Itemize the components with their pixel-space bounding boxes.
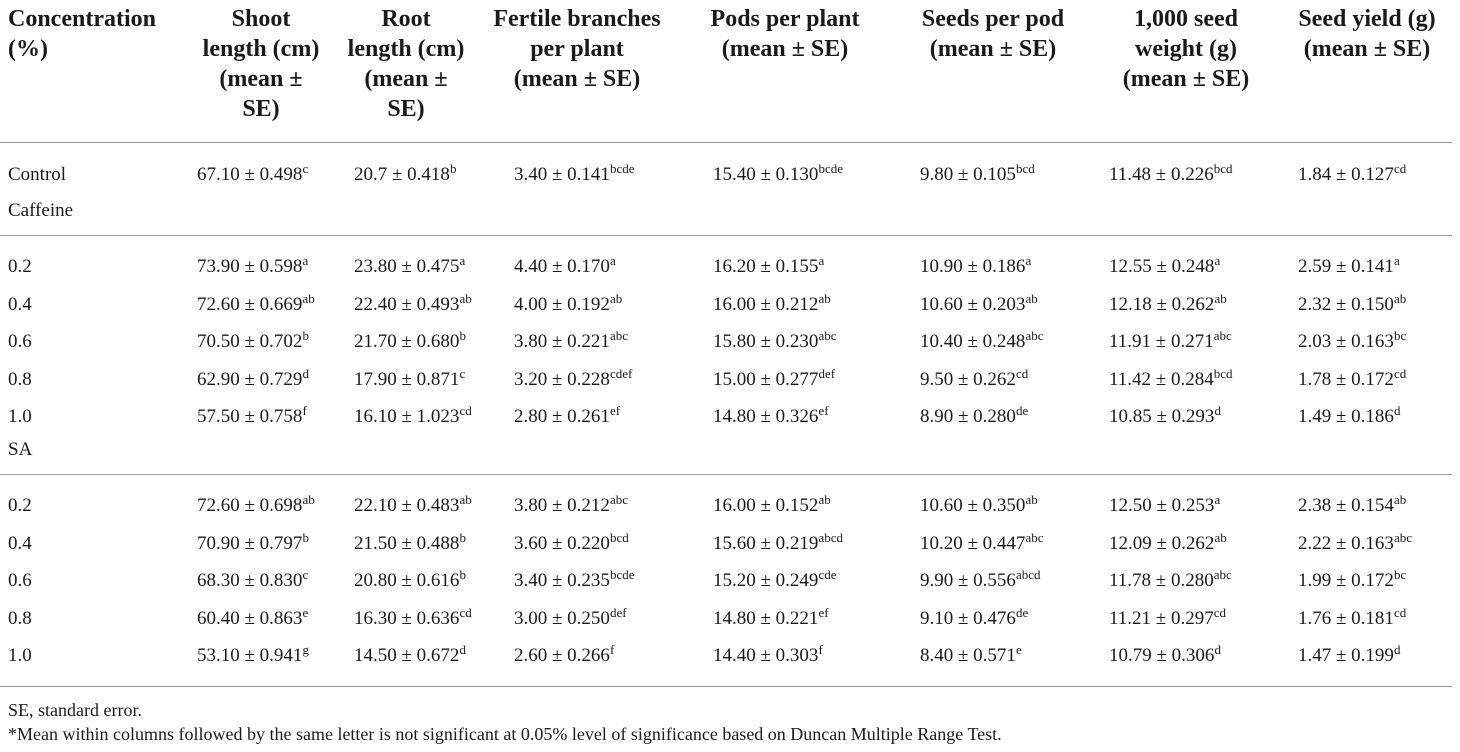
cell-value: 1.84 ± 0.127 bbox=[1298, 164, 1394, 185]
significance-letters: a bbox=[1214, 253, 1221, 268]
header-shoot-length bbox=[192, 4, 330, 124]
cell-value: 62.90 ± 0.729 bbox=[197, 369, 303, 390]
table-row bbox=[0, 527, 1460, 561]
header-line: Fertile branches bbox=[493, 6, 661, 32]
significance-letters: ab bbox=[818, 492, 831, 507]
table-header bbox=[0, 4, 1460, 142]
cell-root-length bbox=[354, 400, 472, 434]
significance-letters: ab bbox=[1214, 291, 1227, 306]
cell-fertile-branches bbox=[514, 527, 629, 561]
cell-seeds-per-pod bbox=[920, 602, 1028, 636]
significance-letters: bcd bbox=[1015, 161, 1035, 176]
cell-value: 16.10 ± 1.023 bbox=[354, 406, 460, 427]
significance-letters: d bbox=[1393, 403, 1401, 418]
cell-seed-weight bbox=[1109, 250, 1220, 284]
cell-value: 12.09 ± 0.262 bbox=[1109, 533, 1215, 554]
cell-value: 16.20 ± 0.155 bbox=[713, 256, 819, 277]
cell-value: 12.55 ± 0.248 bbox=[1109, 256, 1215, 277]
significance-letters: ab bbox=[1393, 492, 1407, 507]
cell-value: 23.80 ± 0.475 bbox=[354, 256, 460, 277]
significance-letters: cd bbox=[1393, 605, 1407, 620]
significance-letters: ef bbox=[818, 403, 829, 418]
cell-value: 3.40 ± 0.235 bbox=[514, 570, 610, 591]
header-line: length (cm) bbox=[202, 36, 320, 62]
cell-value: 20.80 ± 0.616 bbox=[354, 570, 460, 591]
cell-value: 11.78 ± 0.280 bbox=[1109, 570, 1214, 591]
significance-letters: f bbox=[818, 642, 823, 657]
significance-letters: cd bbox=[1393, 161, 1407, 176]
header-line: (mean ± SE) bbox=[929, 36, 1057, 62]
cell-shoot-length bbox=[197, 400, 307, 434]
cell-value: 4.00 ± 0.192 bbox=[514, 294, 610, 315]
significance-letters: abcd bbox=[818, 530, 843, 545]
cell-shoot-length bbox=[197, 527, 309, 561]
cell-value: 15.20 ± 0.249 bbox=[713, 570, 819, 591]
significance-letters: ab bbox=[302, 291, 315, 306]
cell-value: 9.10 ± 0.476 bbox=[920, 608, 1016, 629]
cell-shoot-length bbox=[197, 602, 308, 636]
cell-fertile-branches bbox=[514, 400, 620, 434]
cell-seed-weight bbox=[1109, 602, 1226, 636]
table-row bbox=[0, 250, 1460, 284]
cell-seed-yield bbox=[1298, 564, 1406, 598]
cell-value: 68.30 ± 0.830 bbox=[197, 570, 303, 591]
cell-value: 11.91 ± 0.271 bbox=[1109, 331, 1214, 352]
cell-value: 3.80 ± 0.221 bbox=[514, 331, 610, 352]
header-seed-weight bbox=[1096, 4, 1276, 94]
significance-letters: bcd bbox=[1213, 161, 1233, 176]
significance-letters: b bbox=[302, 530, 309, 545]
header-line: per plant bbox=[530, 36, 624, 62]
cell-value: 10.60 ± 0.350 bbox=[920, 495, 1026, 516]
cell-value: 10.79 ± 0.306 bbox=[1109, 645, 1215, 666]
cell-value: 72.60 ± 0.669 bbox=[197, 294, 303, 315]
cell-fertile-branches bbox=[514, 363, 632, 397]
significance-letters: a bbox=[818, 253, 825, 268]
header-pods-per-plant bbox=[690, 4, 880, 64]
header-line: Concentration bbox=[8, 6, 156, 32]
footnote-significance: *Mean within columns followed by the same letter is not significant at 0.05% level of significance based on Duncan Multiple Range Test. bbox=[8, 724, 1002, 744]
cell-seed-yield bbox=[1298, 602, 1406, 636]
significance-letters: bc bbox=[1393, 567, 1407, 582]
significance-letters: abc bbox=[1213, 567, 1232, 582]
significance-letters: cd bbox=[1015, 366, 1029, 381]
significance-letters: abcd bbox=[1015, 567, 1041, 582]
cell-fertile-branches bbox=[514, 489, 628, 523]
row-label: 1.0 bbox=[8, 406, 32, 427]
significance-letters: a bbox=[1393, 253, 1400, 268]
significance-letters: ab bbox=[1025, 492, 1038, 507]
header-line: 1,000 seed bbox=[1134, 6, 1238, 32]
row-label: 0.6 bbox=[8, 570, 32, 591]
table-row bbox=[0, 400, 1460, 434]
cell-value: 14.40 ± 0.303 bbox=[713, 645, 819, 666]
significance-letters: bcd bbox=[609, 530, 629, 545]
significance-letters: a bbox=[609, 253, 616, 268]
significance-letters: bcde bbox=[818, 161, 843, 176]
cell-value: 12.18 ± 0.262 bbox=[1109, 294, 1215, 315]
cell-shoot-length bbox=[197, 639, 309, 673]
significance-letters: ab bbox=[459, 492, 472, 507]
cell-value: 10.90 ± 0.186 bbox=[920, 256, 1026, 277]
cell-value: 8.40 ± 0.571 bbox=[920, 645, 1016, 666]
header-seeds-per-pod bbox=[898, 4, 1088, 64]
cell-value: 2.03 ± 0.163 bbox=[1298, 331, 1394, 352]
cell-value: 16.00 ± 0.152 bbox=[713, 495, 819, 516]
cell-root-length bbox=[354, 639, 466, 673]
cell-value: 14.80 ± 0.326 bbox=[713, 406, 819, 427]
row-label: 1.0 bbox=[8, 645, 32, 666]
header-line: SE) bbox=[387, 96, 425, 122]
significance-letters: c bbox=[459, 366, 466, 381]
group-label: SA bbox=[8, 439, 33, 460]
cell-shoot-length bbox=[197, 564, 308, 598]
significance-letters: b bbox=[459, 328, 466, 343]
significance-letters: d bbox=[1393, 642, 1401, 657]
row-label: 0.8 bbox=[8, 369, 32, 390]
significance-letters: a bbox=[1214, 492, 1221, 507]
cell-value: 22.10 ± 0.483 bbox=[354, 495, 460, 516]
cell-shoot-length bbox=[197, 489, 315, 523]
cell-pods-per-plant bbox=[713, 250, 824, 284]
cell-seed-weight bbox=[1109, 325, 1232, 359]
significance-letters: abc bbox=[1025, 530, 1044, 545]
row-label: 0.4 bbox=[8, 533, 32, 554]
cell-shoot-length bbox=[197, 158, 308, 192]
table-row bbox=[0, 363, 1460, 397]
cell-shoot-length bbox=[197, 288, 315, 322]
cell-seed-weight bbox=[1109, 527, 1227, 561]
significance-letters: abc bbox=[609, 328, 628, 343]
cell-fertile-branches bbox=[514, 158, 634, 192]
significance-letters: a bbox=[302, 253, 309, 268]
cell-seed-yield bbox=[1298, 325, 1406, 359]
cell-value: 1.99 ± 0.172 bbox=[1298, 570, 1394, 591]
row-label: 0.6 bbox=[8, 331, 32, 352]
cell-value: 3.60 ± 0.220 bbox=[514, 533, 610, 554]
significance-letters: b bbox=[459, 530, 466, 545]
cell-seed-yield bbox=[1298, 158, 1406, 192]
cell-value: 9.80 ± 0.105 bbox=[920, 164, 1016, 185]
cell-seeds-per-pod bbox=[920, 564, 1040, 598]
significance-letters: e bbox=[1015, 642, 1022, 657]
cell-seeds-per-pod bbox=[920, 527, 1043, 561]
significance-letters: e bbox=[302, 605, 309, 620]
header-line: length (cm) bbox=[347, 36, 465, 62]
significance-letters: a bbox=[459, 253, 466, 268]
significance-letters: d bbox=[1214, 403, 1221, 418]
row-label: Control bbox=[8, 164, 67, 185]
cell-value: 10.85 ± 0.293 bbox=[1109, 406, 1215, 427]
cell-seed-yield bbox=[1298, 250, 1400, 284]
cell-seed-yield bbox=[1298, 363, 1406, 397]
cell-value: 73.90 ± 0.598 bbox=[197, 256, 303, 277]
table-rule bbox=[0, 474, 1452, 475]
table-row bbox=[0, 288, 1460, 322]
cell-value: 9.90 ± 0.556 bbox=[920, 570, 1016, 591]
significance-letters: cd bbox=[1393, 366, 1407, 381]
cell-fertile-branches bbox=[514, 639, 614, 673]
significance-letters: b bbox=[302, 328, 309, 343]
cell-seeds-per-pod bbox=[920, 400, 1028, 434]
cell-fertile-branches bbox=[514, 564, 634, 598]
significance-letters: ab bbox=[1025, 291, 1038, 306]
cell-value: 10.60 ± 0.203 bbox=[920, 294, 1026, 315]
cell-seed-weight bbox=[1109, 158, 1233, 192]
cell-value: 16.30 ± 0.636 bbox=[354, 608, 460, 629]
significance-letters: bc bbox=[1393, 328, 1407, 343]
cell-value: 72.60 ± 0.698 bbox=[197, 495, 303, 516]
cell-value: 21.70 ± 0.680 bbox=[354, 331, 460, 352]
cell-seeds-per-pod bbox=[920, 489, 1038, 523]
header-line: (mean ± bbox=[364, 66, 448, 92]
cell-seed-yield bbox=[1298, 489, 1406, 523]
header-line: (mean ± SE) bbox=[1122, 66, 1250, 92]
cell-value: 11.48 ± 0.226 bbox=[1109, 164, 1214, 185]
cell-value: 3.20 ± 0.228 bbox=[514, 369, 610, 390]
significance-letters: cde bbox=[818, 567, 837, 582]
significance-letters: ab bbox=[818, 291, 831, 306]
cell-shoot-length bbox=[197, 250, 308, 284]
cell-root-length bbox=[354, 250, 465, 284]
header-line: Root bbox=[381, 6, 431, 32]
cell-value: 4.40 ± 0.170 bbox=[514, 256, 610, 277]
cell-value: 12.50 ± 0.253 bbox=[1109, 495, 1215, 516]
cell-value: 3.40 ± 0.141 bbox=[514, 164, 610, 185]
significance-letters: d bbox=[459, 642, 466, 657]
significance-letters: bcde bbox=[609, 567, 635, 582]
cell-seed-weight bbox=[1109, 564, 1232, 598]
header-root-length bbox=[334, 4, 478, 124]
cell-value: 15.80 ± 0.230 bbox=[713, 331, 819, 352]
cell-value: 8.90 ± 0.280 bbox=[920, 406, 1016, 427]
header-line: SE) bbox=[242, 96, 280, 122]
significance-letters: f bbox=[302, 403, 307, 418]
significance-letters: g bbox=[302, 642, 309, 657]
significance-letters: ab bbox=[1393, 291, 1407, 306]
significance-letters: cdef bbox=[609, 366, 633, 381]
cell-root-length bbox=[354, 363, 465, 397]
cell-value: 10.40 ± 0.248 bbox=[920, 331, 1026, 352]
row-label: 0.8 bbox=[8, 608, 32, 629]
significance-letters: abc bbox=[609, 492, 628, 507]
significance-letters: ab bbox=[302, 492, 315, 507]
header-fertile-branches bbox=[484, 4, 670, 94]
significance-letters: c bbox=[302, 161, 309, 176]
header-line: (mean ± SE) bbox=[721, 36, 849, 62]
cell-seed-weight bbox=[1109, 363, 1233, 397]
header-line: Pods per plant bbox=[710, 6, 860, 32]
significance-letters: de bbox=[1015, 605, 1029, 620]
cell-value: 1.76 ± 0.181 bbox=[1298, 608, 1394, 629]
cell-shoot-length bbox=[197, 363, 309, 397]
cell-value: 60.40 ± 0.863 bbox=[197, 608, 303, 629]
cell-root-length bbox=[354, 527, 466, 561]
cell-pods-per-plant bbox=[713, 158, 843, 192]
cell-seed-weight bbox=[1109, 400, 1221, 434]
significance-letters: b bbox=[459, 567, 466, 582]
significance-letters: f bbox=[609, 642, 615, 657]
significance-letters: abc bbox=[818, 328, 837, 343]
cell-seed-yield bbox=[1298, 527, 1412, 561]
cell-pods-per-plant bbox=[713, 602, 829, 636]
cell-pods-per-plant bbox=[713, 288, 831, 322]
cell-pods-per-plant bbox=[713, 564, 836, 598]
cell-value: 16.00 ± 0.212 bbox=[713, 294, 819, 315]
significance-letters: def bbox=[609, 605, 627, 620]
cell-fertile-branches bbox=[514, 250, 616, 284]
cell-seeds-per-pod bbox=[920, 325, 1043, 359]
cell-value: 15.60 ± 0.219 bbox=[713, 533, 819, 554]
cell-value: 2.32 ± 0.150 bbox=[1298, 294, 1394, 315]
table-rule bbox=[0, 235, 1452, 236]
cell-value: 1.47 ± 0.199 bbox=[1298, 645, 1394, 666]
cell-root-length bbox=[354, 158, 456, 192]
cell-fertile-branches bbox=[514, 602, 627, 636]
table-row bbox=[0, 639, 1460, 673]
cell-root-length bbox=[354, 489, 472, 523]
cell-seed-yield bbox=[1298, 639, 1400, 673]
cell-value: 10.20 ± 0.447 bbox=[920, 533, 1026, 554]
significance-letters: cd bbox=[1213, 605, 1227, 620]
cell-seeds-per-pod bbox=[920, 639, 1022, 673]
significance-letters: ef bbox=[609, 403, 621, 418]
cell-value: 3.00 ± 0.250 bbox=[514, 608, 610, 629]
cell-value: 57.50 ± 0.758 bbox=[197, 406, 303, 427]
cell-seeds-per-pod bbox=[920, 363, 1028, 397]
significance-letters: ef bbox=[818, 605, 829, 620]
cell-value: 2.38 ± 0.154 bbox=[1298, 495, 1394, 516]
table-rule bbox=[0, 142, 1452, 143]
significance-letters: d bbox=[302, 366, 309, 381]
cell-seed-yield bbox=[1298, 400, 1400, 434]
header-line: Seed yield (g) bbox=[1298, 6, 1436, 32]
cell-fertile-branches bbox=[514, 325, 628, 359]
cell-value: 70.50 ± 0.702 bbox=[197, 331, 303, 352]
cell-seeds-per-pod bbox=[920, 250, 1031, 284]
header-line: weight (g) bbox=[1135, 36, 1237, 62]
significance-letters: ab bbox=[459, 291, 472, 306]
cell-seed-weight bbox=[1109, 639, 1221, 673]
cell-value: 2.80 ± 0.261 bbox=[514, 406, 610, 427]
table-row bbox=[0, 325, 1460, 359]
significance-letters: abc bbox=[1025, 328, 1044, 343]
table-row bbox=[0, 602, 1460, 636]
header-concentration bbox=[0, 4, 198, 64]
row-label: 0.2 bbox=[8, 495, 32, 516]
cell-value: 21.50 ± 0.488 bbox=[354, 533, 460, 554]
header-line: Seeds per pod bbox=[921, 6, 1065, 32]
significance-letters: c bbox=[302, 567, 309, 582]
header-line: Shoot bbox=[231, 6, 291, 32]
significance-letters: bcd bbox=[1213, 366, 1233, 381]
cell-root-length bbox=[354, 602, 472, 636]
cell-pods-per-plant bbox=[713, 639, 823, 673]
significance-letters: abc bbox=[1213, 328, 1232, 343]
cell-pods-per-plant bbox=[713, 489, 831, 523]
header-line: (%) bbox=[8, 36, 48, 62]
header-line: (mean ± SE) bbox=[513, 66, 641, 92]
cell-pods-per-plant bbox=[713, 527, 843, 561]
cell-root-length bbox=[354, 288, 472, 322]
significance-letters: d bbox=[1214, 642, 1221, 657]
significance-letters: def bbox=[818, 366, 836, 381]
cell-root-length bbox=[354, 564, 466, 598]
cell-seeds-per-pod bbox=[920, 288, 1038, 322]
cell-seed-yield bbox=[1298, 288, 1406, 322]
cell-value: 20.7 ± 0.418 bbox=[354, 164, 450, 185]
cell-value: 1.49 ± 0.186 bbox=[1298, 406, 1394, 427]
cell-value: 67.10 ± 0.498 bbox=[197, 164, 303, 185]
significance-letters: bcde bbox=[609, 161, 635, 176]
significance-letters: abc bbox=[1393, 530, 1412, 545]
significance-letters: a bbox=[1025, 253, 1032, 268]
cell-value: 15.00 ± 0.277 bbox=[713, 369, 819, 390]
cell-value: 70.90 ± 0.797 bbox=[197, 533, 303, 554]
header-seed-yield bbox=[1282, 4, 1452, 64]
cell-pods-per-plant bbox=[713, 400, 829, 434]
cell-pods-per-plant bbox=[713, 363, 835, 397]
cell-seed-weight bbox=[1109, 288, 1227, 322]
significance-letters: ab bbox=[609, 291, 623, 306]
cell-root-length bbox=[354, 325, 466, 359]
cell-value: 1.78 ± 0.172 bbox=[1298, 369, 1394, 390]
table-row bbox=[0, 564, 1460, 598]
cell-seeds-per-pod bbox=[920, 158, 1035, 192]
table-row bbox=[0, 489, 1460, 523]
cell-value: 17.90 ± 0.871 bbox=[354, 369, 460, 390]
cell-fertile-branches bbox=[514, 288, 622, 322]
cell-value: 14.80 ± 0.221 bbox=[713, 608, 819, 629]
cell-value: 53.10 ± 0.941 bbox=[197, 645, 303, 666]
row-label: 0.2 bbox=[8, 256, 32, 277]
cell-pods-per-plant bbox=[713, 325, 836, 359]
table-row bbox=[0, 158, 1460, 192]
header-line: (mean ± SE) bbox=[1303, 36, 1431, 62]
cell-shoot-length bbox=[197, 325, 309, 359]
cell-value: 14.50 ± 0.672 bbox=[354, 645, 460, 666]
cell-value: 2.60 ± 0.266 bbox=[514, 645, 610, 666]
cell-value: 3.80 ± 0.212 bbox=[514, 495, 610, 516]
cell-value: 2.22 ± 0.163 bbox=[1298, 533, 1394, 554]
cell-value: 15.40 ± 0.130 bbox=[713, 164, 819, 185]
cell-value: 2.59 ± 0.141 bbox=[1298, 256, 1394, 277]
significance-letters: de bbox=[1015, 403, 1029, 418]
footnote-se: SE, standard error. bbox=[8, 700, 142, 720]
table-rule bbox=[0, 686, 1452, 687]
cell-value: 9.50 ± 0.262 bbox=[920, 369, 1016, 390]
significance-letters: ab bbox=[1214, 530, 1227, 545]
group-label: Caffeine bbox=[8, 200, 74, 221]
cell-value: 11.42 ± 0.284 bbox=[1109, 369, 1214, 390]
row-label: 0.4 bbox=[8, 294, 32, 315]
significance-letters: cd bbox=[459, 605, 472, 620]
significance-letters: b bbox=[449, 161, 457, 176]
cell-value: 11.21 ± 0.297 bbox=[1109, 608, 1214, 629]
significance-letters: cd bbox=[459, 403, 472, 418]
cell-seed-weight bbox=[1109, 489, 1220, 523]
cell-value: 22.40 ± 0.493 bbox=[354, 294, 460, 315]
header-line: (mean ± bbox=[219, 66, 303, 92]
